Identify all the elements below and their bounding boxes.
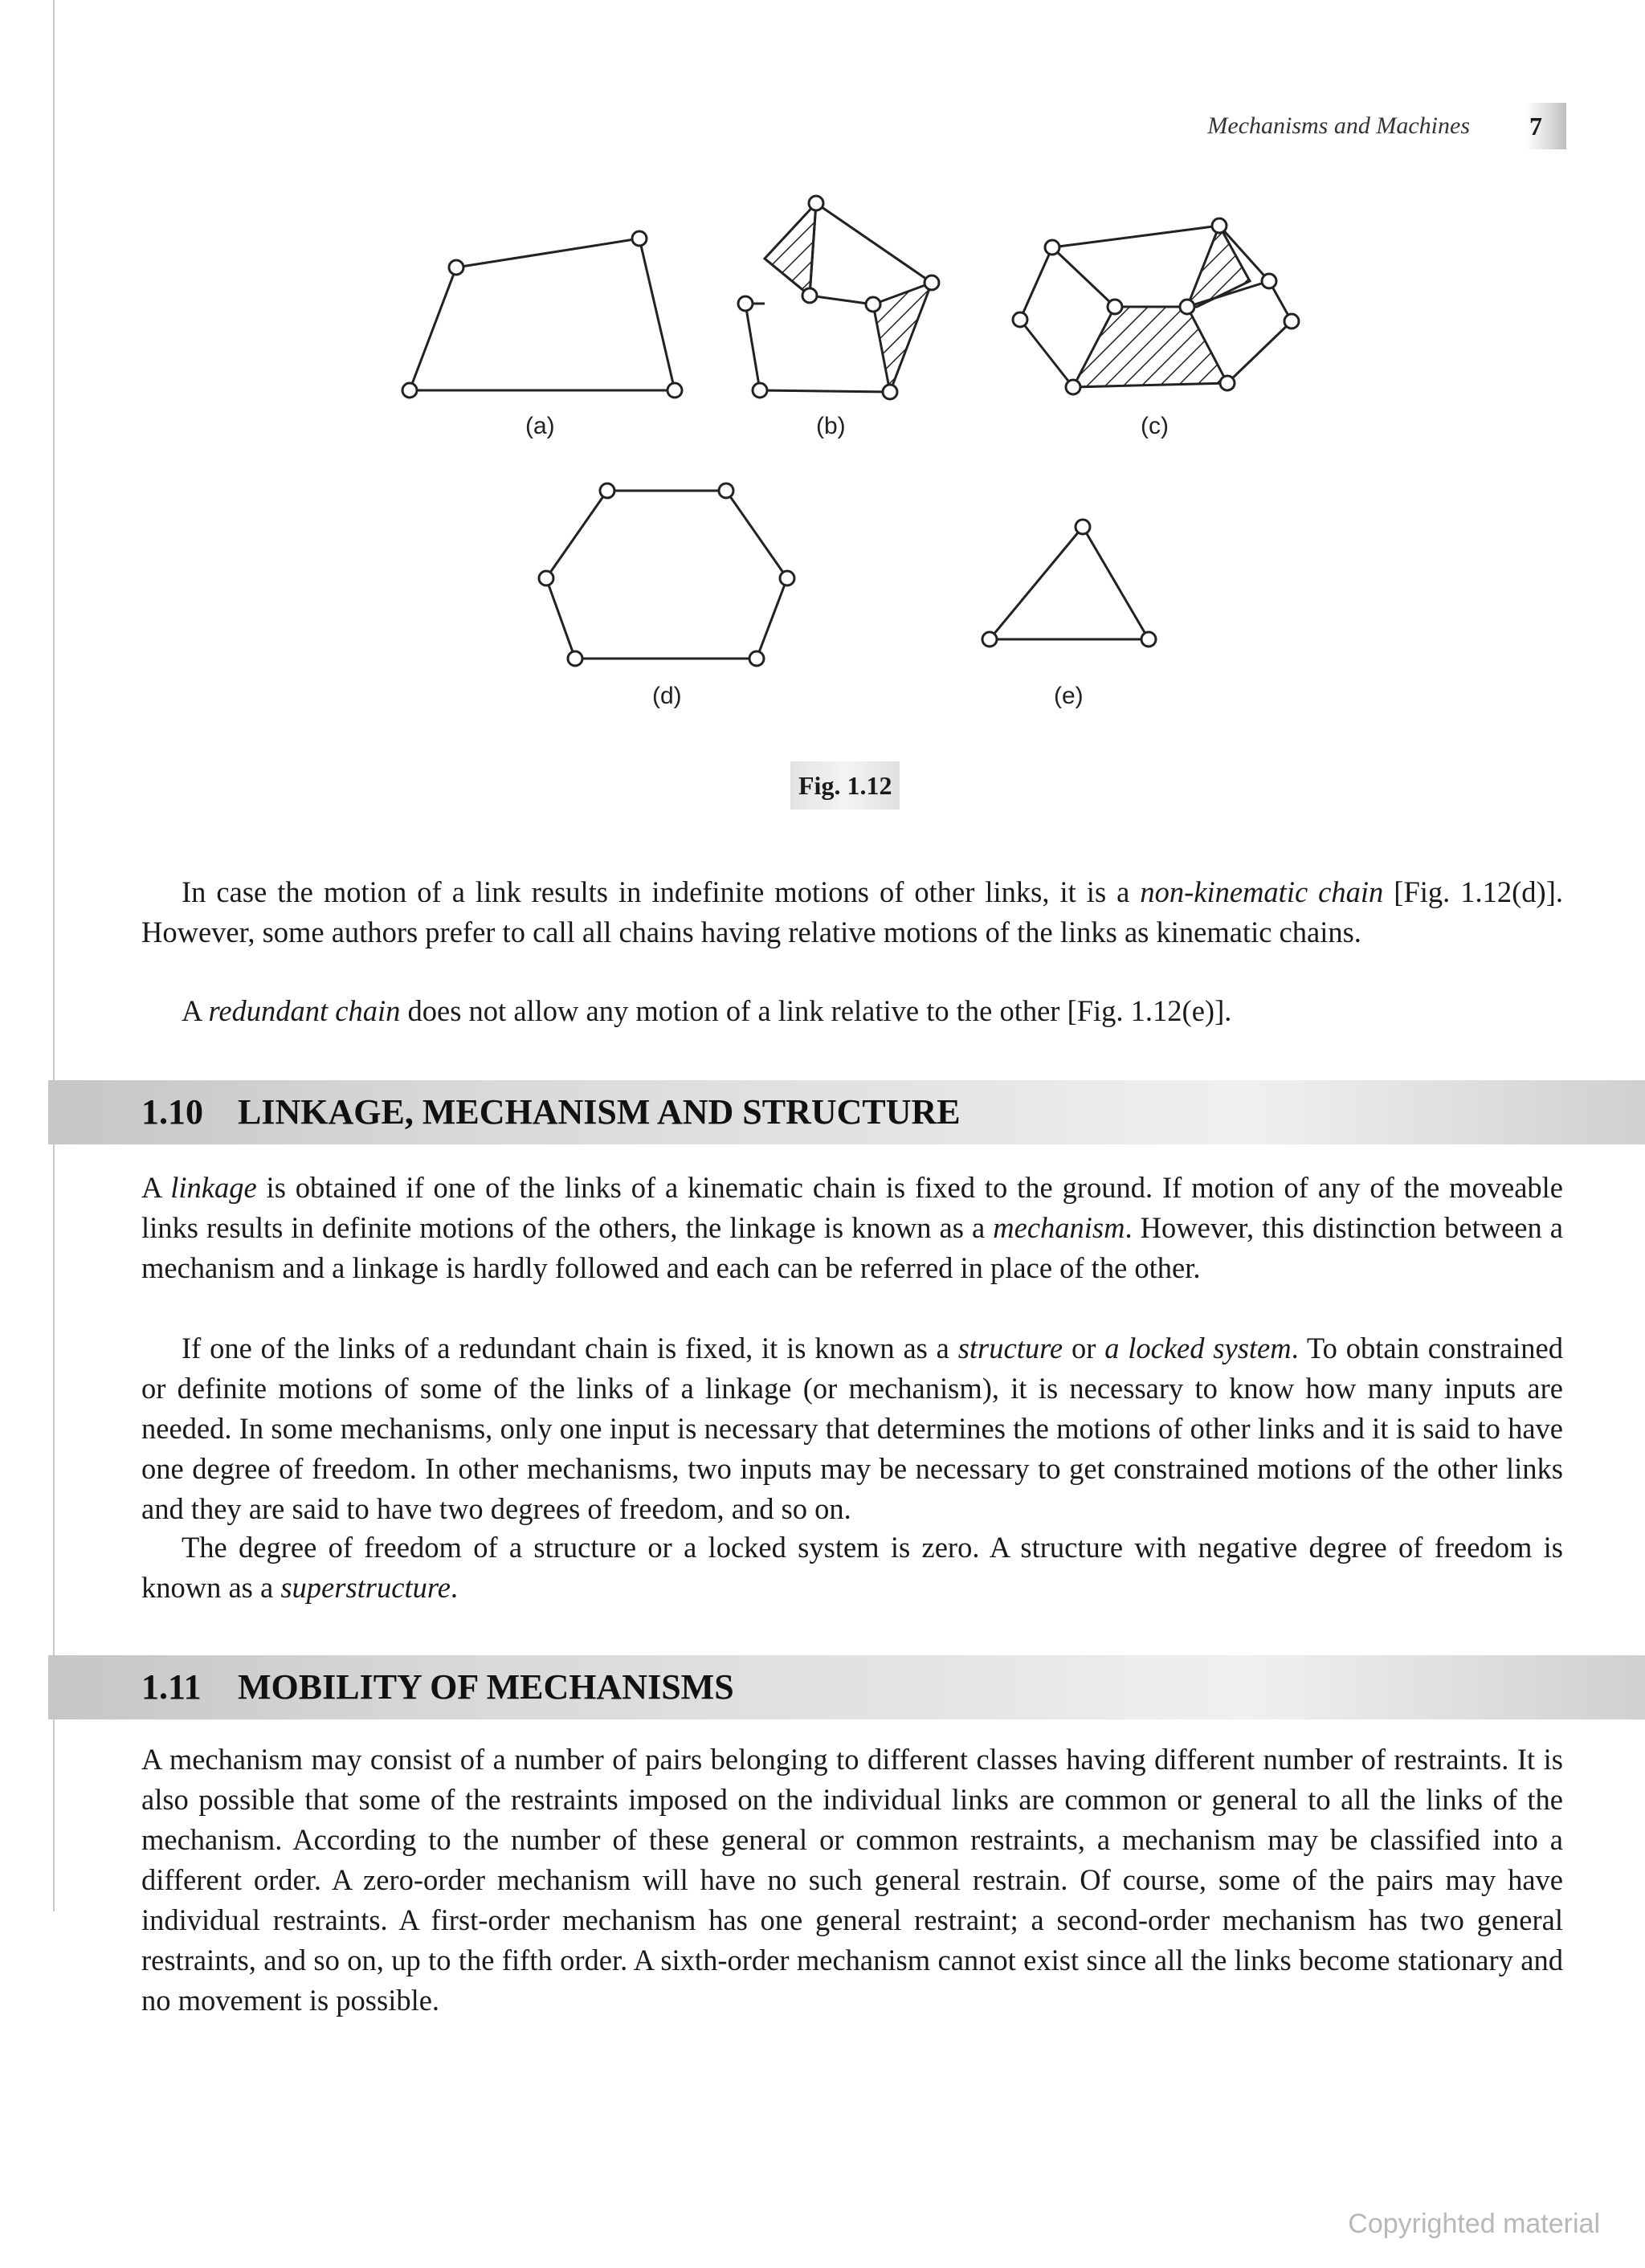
paragraph-superstructure: The degree of freedom of a structure or a locked system is zero. A structure with negative degree of freedom is known as a superstructure. [141,1531,1563,1604]
figure-label-e: (e) [1054,683,1084,709]
paragraph-structure-definition: If one of the links of a redundant chain is fixed, it is known as a structure or a locked system. To obtain constrained or definite motions of some of the links of a linkage (or mechanism), it is necessary to know how many inputs are needed. In some mechanisms, only one input is necessary that determines the motions of other links and it is said to have one degree of freedom. In other mechanisms, two inputs may be necessary to get constrained motions of the other links and they are said to have two degrees of freedom, and so on. [141,1332,1564,1525]
section-title-text: MOBILITY OF MECHANISMS [238,1667,734,1707]
figure-label-d: (d) [652,683,682,709]
page-number: 7 [1526,103,1566,149]
term-mechanism: mechanism [993,1211,1125,1244]
kinematic-chains-diagram [0,0,1645,883]
term-redundant-chain: redundant chain [208,994,401,1027]
chain-c-eight-link [1013,218,1299,394]
term-structure: structure [957,1332,1063,1364]
section-number: 1.10 [141,1092,203,1132]
section-heading-1-10 [141,1080,961,1144]
paragraph-linkage-definition: A linkage is obtained if one of the links of a kinematic chain is fixed to the ground. If motion of any of the moveable links results in definite motions of the others, the linkage is known as a mechanism. However, this distinction between a mechanism and a linkage is hardly followed and each can be referred in place of the other. [141,1171,1563,1284]
term-superstructure: superstructure [280,1571,451,1604]
paragraph-mobility-of-mechanisms: A mechanism may consist of a number of pairs belonging to different classes having different number of restraints. It is also possible that some of the restraints imposed on the individual links are common or general to all the links of the mechanism. According to the number of these general or common restraints, a mechanism may be classified into a different order. A zero-order mechanism will have no such general restrain. Of course, some of the pairs may have individual restraints. A first-order mechanism has one general restraint; a second-order mechanism has two general restraints, and so on, up to the fifth order. A sixth-order mechanism cannot exist since all the links become stationary and no movement is possible. [141,1743,1563,2017]
term-non-kinematic-chain: non-kinematic chain [1140,875,1384,908]
figure-label-b: (b) [816,413,846,439]
section-heading-1-11 [141,1655,734,1719]
figure-label-a: (a) [525,413,555,439]
running-header: Mechanisms and Machines [1207,112,1470,139]
section-title-text: LINKAGE, MECHANISM AND STRUCTURE [238,1092,961,1132]
chain-b-six-link [738,196,939,399]
paragraph-redundant-chain: A redundant chain does not allow any motion of a link relative to the other [Fig. 1.12(e)]. [182,994,1232,1027]
section-number: 1.11 [141,1667,202,1707]
chain-a-four-link [402,231,682,398]
term-linkage: linkage [170,1171,257,1204]
figure-caption: Fig. 1.12 [790,761,900,810]
figure-label-c: (c) [1141,413,1169,439]
chain-d-six-link [539,483,794,666]
figure-1-12 [0,0,1645,883]
copyright-watermark: Copyrighted material [1348,2209,1600,2239]
term-locked-system: a locked system [1104,1332,1292,1364]
chain-e-three-link [982,520,1156,647]
paragraph-non-kinematic-chain: In case the motion of a link results in indefinite motions of other links, it is a non-kinematic chain [Fig. 1.12(d)]. However, some authors prefer to call all chains having relative motions of the links as kinematic chains. [141,875,1563,948]
